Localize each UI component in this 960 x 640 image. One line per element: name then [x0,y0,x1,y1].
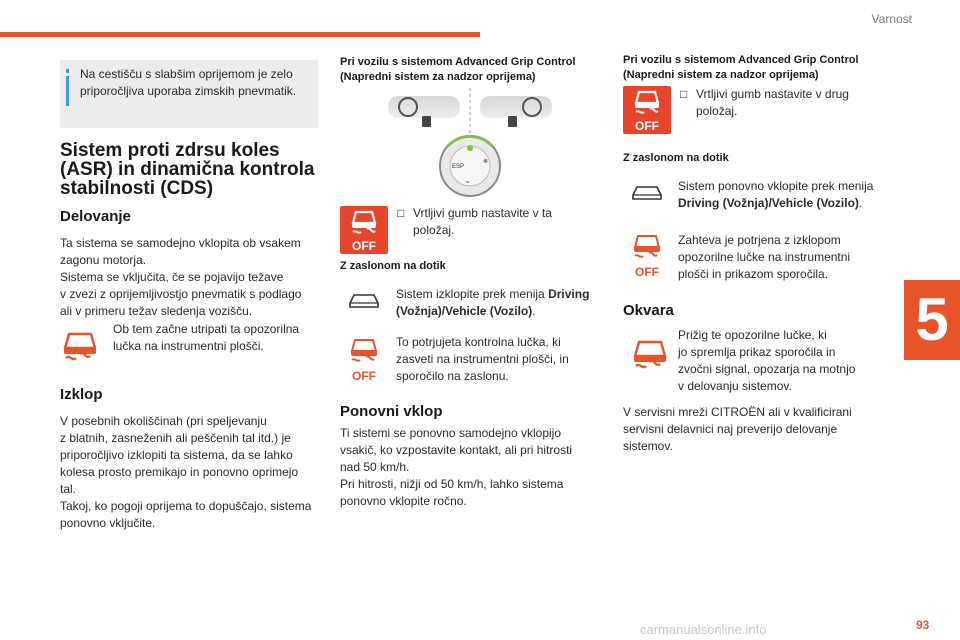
traction-off-warning-icon [347,336,381,384]
page-number: 93 [916,618,930,632]
off-label: OFF [352,369,376,383]
col3-fault-text: Prižig te opozorilne lučke, ki jo spremlja prikaz sporočila in zvočni signal, opozarja na motnjo v delovanju sistemov. [678,328,856,393]
car-icon [631,183,663,203]
chapter-tab: 5 [904,280,960,360]
reactivation-text: Ti sistemi se ponovno samodejno vklopijo vsakič, ko vzpostavite kontakt, ali pri hitrosti nad 50 km/h. Pri hitrosti, nižji od 50 km/h, lahko sistema ponovno vklopite ročno. [340,426,573,508]
heading-ponovni-vklop: Ponovni vklop [340,403,443,420]
note-text: Na cestišču s slabšim oprijemom je zelo priporočljiva uporaba zimskih pnevmatik. [80,67,297,98]
svg-text:ESP: ESP [452,164,465,170]
col2-menu-text: Sistem izklopite prek menija Driving (Vožnja)/Vehicle (Vozilo). [396,287,590,318]
car-icon [348,291,380,311]
warning-text: Ob tem začne utripati ta opozorilna lučka na instrumentni plošči. [113,322,300,353]
col2-confirm-text: To potrjujeta kontrolna lučka, ki zasveti na instrumentni plošči, in sporočilo na zaslonu. [396,335,569,383]
watermark: carmanualsonline.info [640,622,767,637]
traction-off-icon [340,206,388,254]
page-title: Sistem proti zdrsu koles (ASR) in dinamična kontrola stabilnosti (CDS) [60,140,315,199]
col2-touchscreen-heading: Z zaslonom na dotik [340,260,446,272]
col3-touchscreen-heading: Z zaslonom na dotik [623,152,729,164]
col2-bullet-text: Vrtljivi gumb nastavite v ta položaj. [413,206,552,237]
traction-warning-icon [60,330,100,364]
col3-bullet-marker: □ [680,87,688,101]
col2-bullet-marker: □ [397,206,405,220]
izklop-text: V posebnih okoliščinah (pri speljevanju z blatnih, zasneženih ali peščenih tal itd.) je priporočljivo izklopiti ta sistema, da se lahko kolesa prosto premikajo in ponovno oprimejo tal. Takoj, ko pogoji oprijema to dopuščajo, sistema ponovno vključite. [60,414,312,530]
off-label: OFF [635,119,659,133]
svg-text:≈: ≈ [466,180,470,186]
header-accent-bar [0,32,480,37]
svg-text:❄: ❄ [483,159,489,165]
col2-lead: Pri vozilu s sistemom Advanced Grip Control (Napredni sistem za nadzor oprijema) [340,56,576,83]
grip-control-knob-illustration [380,88,560,200]
heading-izklop: Izklop [60,386,103,403]
col3-bullet-text: Vrtljivi gumb nastavite v drug položaj. [696,87,849,118]
off-label: OFF [352,239,376,253]
col3-service-text: V servisni mreži CITROËN ali v kvalificirani servisni delavnici naj preverijo delovanje sistemov. [623,405,852,453]
heading-delovanje: Delovanje [60,208,131,225]
traction-off-icon [623,86,671,134]
col3-menu-text: Sistem ponovno vklopite prek menija Driving (Vožnja)/Vehicle (Vozilo). [678,179,874,210]
info-icon [66,69,69,109]
heading-okvara: Okvara [623,302,674,319]
off-label: OFF [635,265,659,279]
traction-off-warning-icon [630,232,664,280]
section-title: Varnost [871,12,912,26]
delovanje-text: Ta sistema se samodejno vklopita ob vsakem zagonu motorja. Sistema se vključita, če se pojavijo težave v zvezi z oprijemljivostjo pnevmatik s podlago ali v primeru težav sledenja vozišču. [60,236,302,318]
col3-request-text: Zahteva je potrjena z izklopom opozorilne lučke na instrumentni plošči in prikazom sporočila. [678,233,851,281]
col3-lead: Pri vozilu s sistemom Advanced Grip Control (Napredni sistem za nadzor oprijema) [623,54,859,81]
traction-fault-icon [630,338,670,372]
